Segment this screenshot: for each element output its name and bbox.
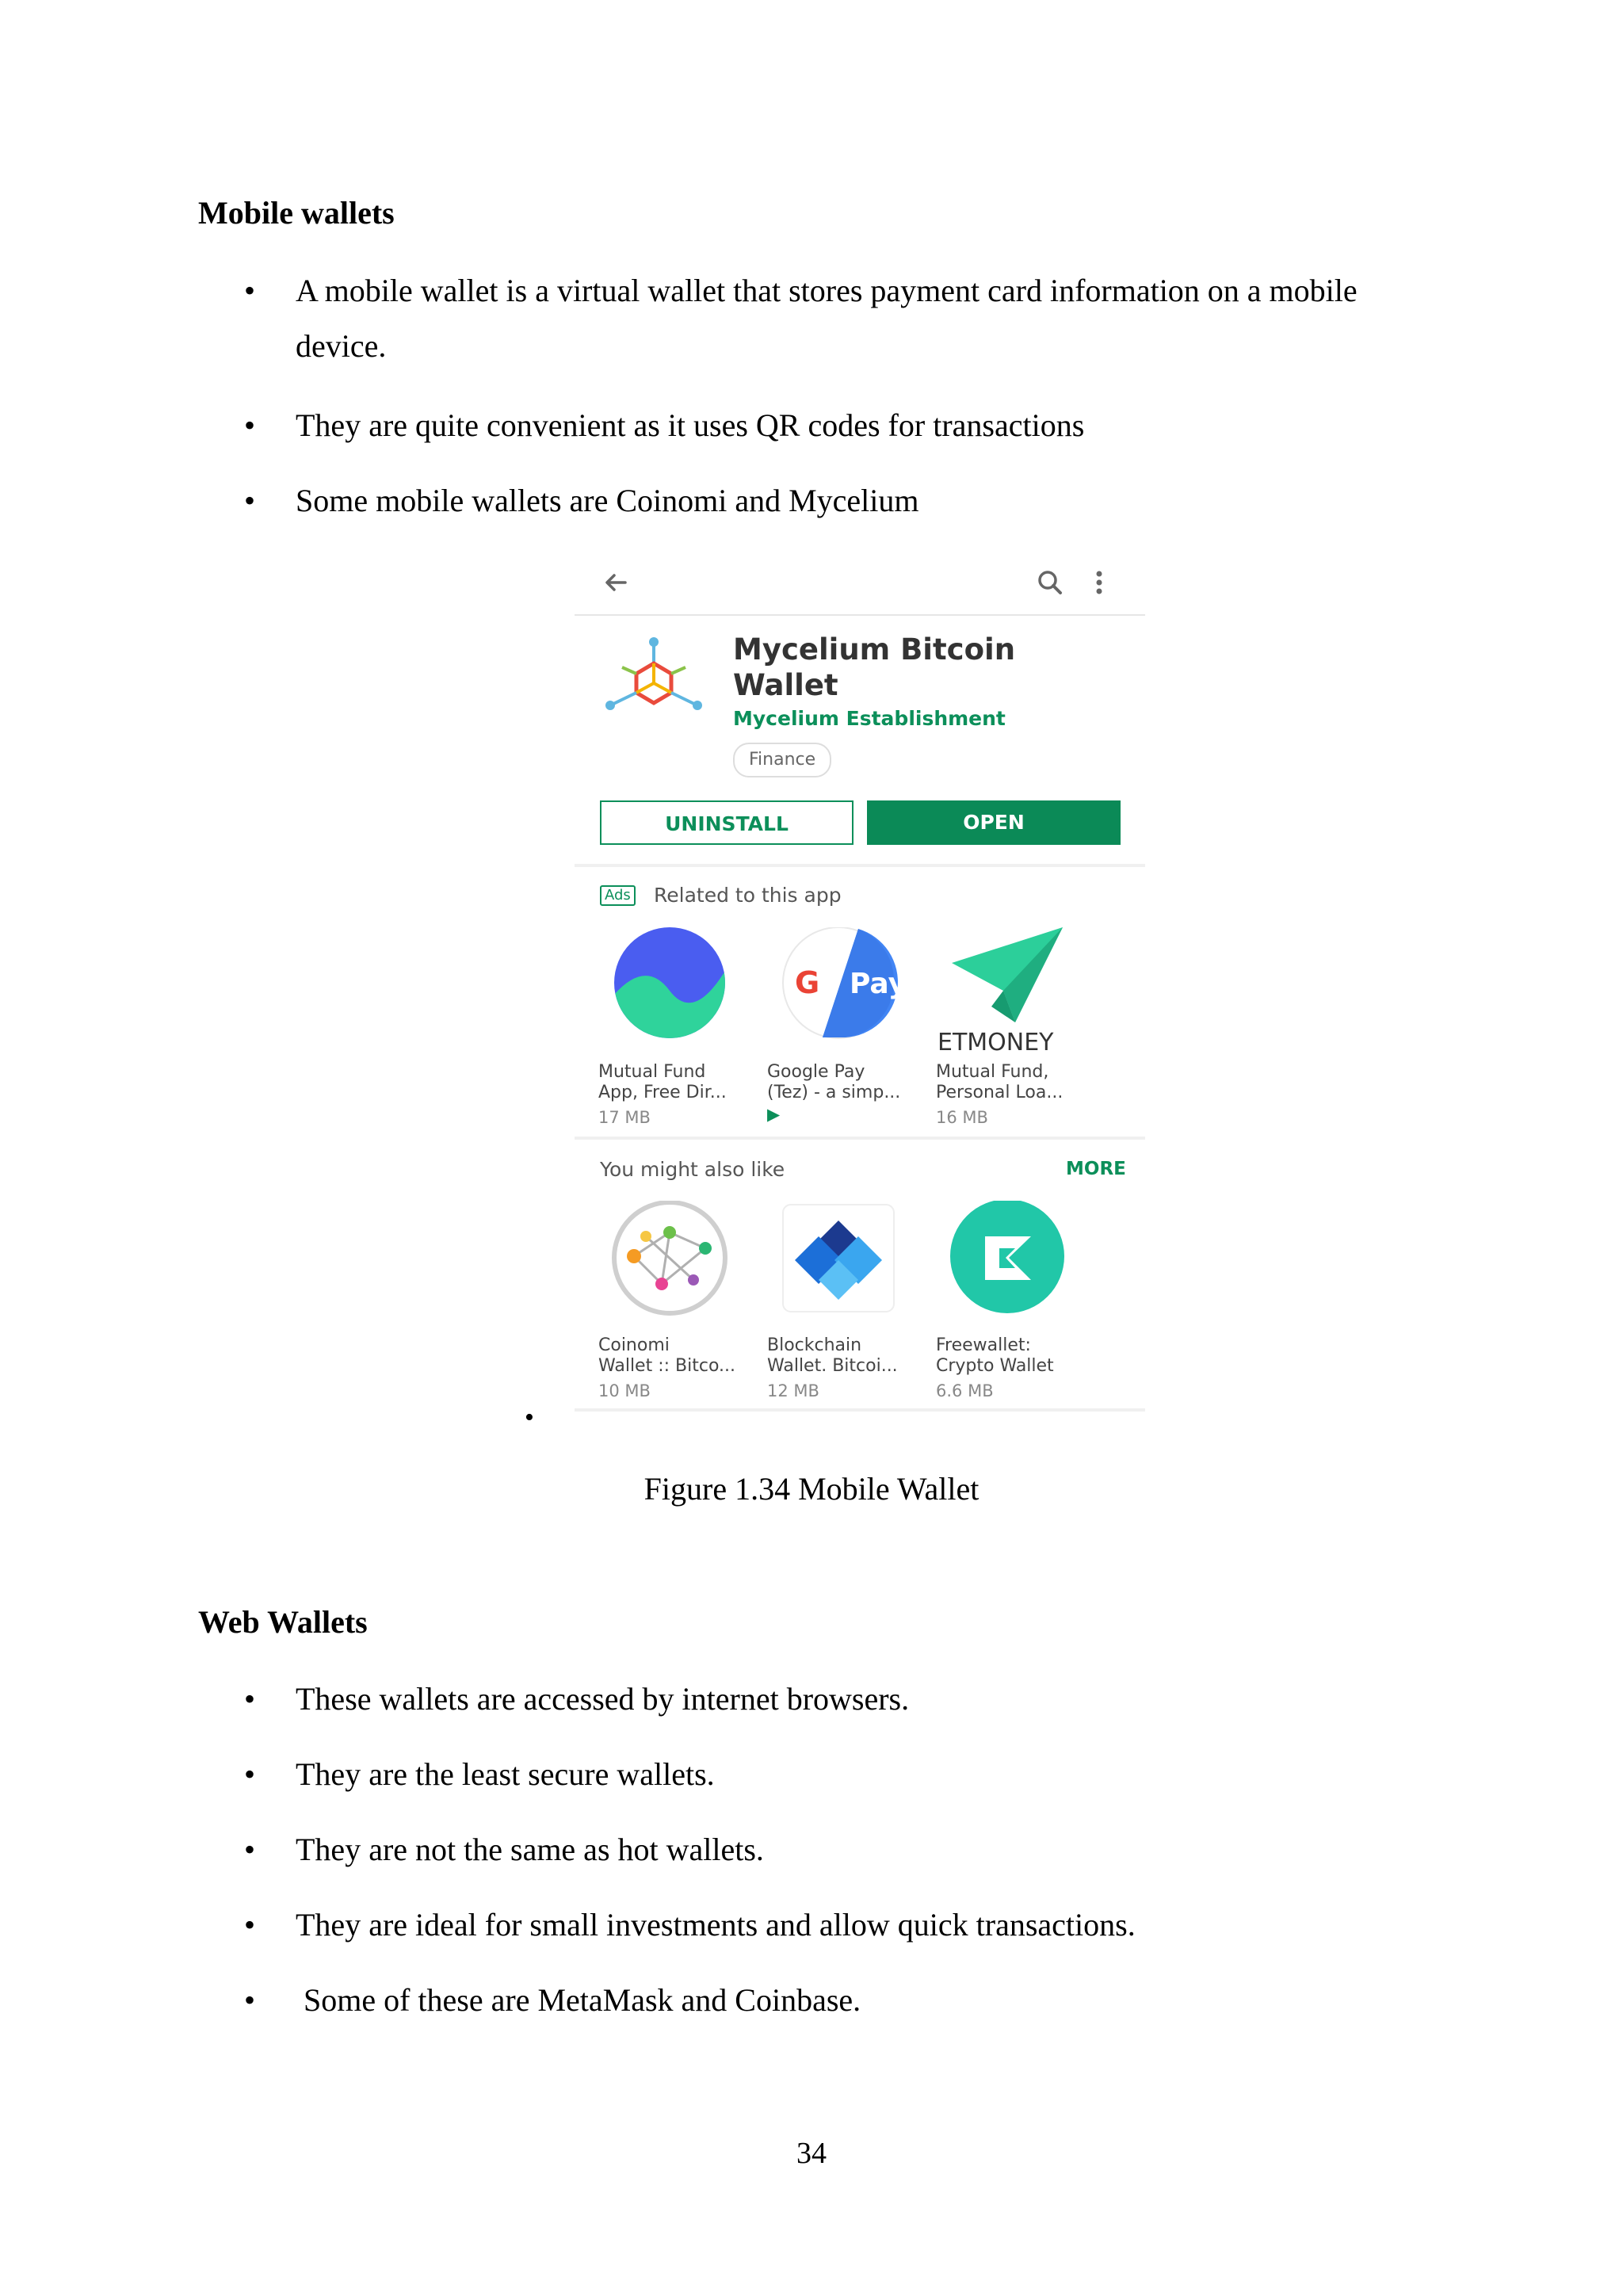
figure-caption: Figure 1.34 Mobile Wallet	[643, 1471, 980, 1507]
bullet-marker: •	[244, 1982, 256, 2018]
section-divider	[575, 864, 1145, 867]
play-store-badge-icon: ▶	[767, 1105, 781, 1124]
related-app-name-line1: Mutual Fund,	[936, 1062, 1049, 1082]
coinomi-app-icon	[598, 1201, 749, 1328]
related-app-size: 17 MB	[598, 1108, 651, 1127]
freewallet-app-icon	[936, 1201, 1086, 1328]
back-arrow-icon[interactable]	[598, 565, 633, 600]
section-divider	[575, 1137, 1145, 1140]
suggested-app-name-line1: Blockchain	[767, 1335, 862, 1355]
app-store-top-bar	[575, 552, 1145, 616]
ads-badge: Ads	[600, 885, 636, 906]
bullet-marker: •	[244, 1907, 256, 1943]
uninstall-button[interactable]: UNINSTALL	[600, 800, 854, 845]
bullet-marker: •	[244, 1756, 256, 1792]
category-chip[interactable]: Finance	[733, 743, 831, 777]
bullet-text: These wallets are accessed by internet browsers.	[296, 1681, 910, 1717]
bullet-text: They are ideal for small investments and allow quick transactions.	[296, 1907, 1136, 1943]
section-heading-mobile-wallets: Mobile wallets	[198, 195, 395, 231]
blockchain-wallet-icon	[767, 1201, 918, 1328]
open-button[interactable]: OPEN	[867, 800, 1121, 845]
gpay-icon-text: Pay	[850, 968, 907, 1000]
etmoney-wordmark: ETMONEY	[938, 1029, 1054, 1054]
related-app-size: 16 MB	[936, 1108, 988, 1127]
section-divider	[575, 1408, 1145, 1412]
related-app-name-line2: App, Free Dir...	[598, 1083, 727, 1102]
related-app-name-line1: Mutual Fund	[598, 1062, 706, 1082]
bullet-marker: •	[244, 483, 256, 518]
mycelium-logo-icon	[598, 636, 709, 723]
bullet-text: They are the least secure wallets.	[296, 1756, 715, 1792]
etmoney-paper-plane-icon	[936, 927, 1086, 1054]
app-title: Mycelium Bitcoin Wallet	[733, 632, 1016, 702]
mutual-fund-app-icon	[598, 927, 749, 1054]
bullet-marker: •	[244, 273, 256, 308]
google-pay-icon	[767, 927, 918, 1054]
bullet-marker: •	[244, 1832, 256, 1867]
related-app-name-line1: Google Pay	[767, 1062, 865, 1082]
bullet-marker: •	[244, 407, 256, 443]
developer-name[interactable]: Mycelium Establishment	[733, 707, 1006, 730]
suggested-app-size: 10 MB	[598, 1381, 651, 1400]
suggested-app-size: 12 MB	[767, 1381, 819, 1400]
search-icon[interactable]	[1033, 565, 1067, 600]
suggested-app-name-line2: Crypto Wallet	[936, 1356, 1054, 1376]
svg-text:G: G	[795, 965, 820, 1000]
bullet-text: Some of these are MetaMask and Coinbase.	[296, 1982, 861, 2018]
suggested-app-name-line1: Coinomi	[598, 1335, 670, 1355]
bullet-text: They are not the same as hot wallets.	[296, 1832, 764, 1867]
mobile-wallet-screenshot	[575, 552, 1145, 1432]
section-heading-web-wallets: Web Wallets	[198, 1604, 368, 1640]
suggested-app-size: 6.6 MB	[936, 1381, 994, 1400]
related-section-title: Related to this app	[654, 884, 842, 907]
also-like-section-title: You might also like	[600, 1158, 785, 1181]
suggested-app-name-line1: Freewallet:	[936, 1335, 1031, 1355]
bullet-text: A mobile wallet is a virtual wallet that stores payment card information on a mobile device.	[296, 273, 1358, 364]
overflow-menu-icon[interactable]	[1082, 565, 1117, 600]
suggested-app-name-line2: Wallet. Bitcoi...	[767, 1356, 898, 1376]
more-link[interactable]: MORE	[1066, 1159, 1126, 1179]
bullet-text: Some mobile wallets are Coinomi and Mycelium	[296, 483, 919, 518]
related-app-name-line2: (Tez) - a simp...	[767, 1083, 901, 1102]
bullet-marker: •	[244, 1681, 256, 1717]
suggested-app-name-line2: Wallet :: Bitco...	[598, 1356, 736, 1376]
bullet-text: They are quite convenient as it uses QR codes for transactions	[296, 407, 1085, 443]
related-app-name-line2: Personal Loa...	[936, 1083, 1064, 1102]
stray-bullet-marker: •	[525, 1403, 534, 1432]
page-number: 34	[796, 2137, 827, 2170]
